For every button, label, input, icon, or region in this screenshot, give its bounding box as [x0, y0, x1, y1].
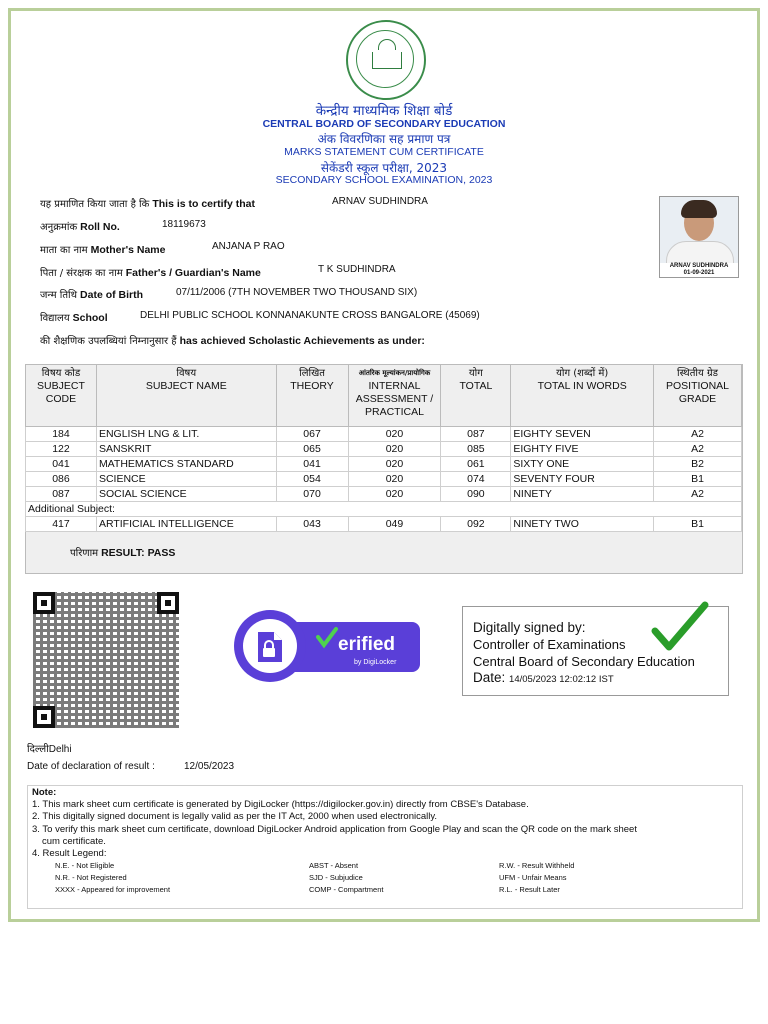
achievement-label: की शैक्षणिक उपलब्धियां निम्नानुसार हैं has achieved Scholastic Achievements as under: — [40, 335, 425, 347]
declaration-date-label: Date of declaration of result : — [27, 761, 155, 772]
table-row: 122 SANSKRIT 065 020 085 EIGHTY FIVE A2 — [26, 442, 742, 457]
legend-item: ABST - Absent — [309, 861, 359, 870]
school-label: विद्यालय School — [40, 312, 108, 324]
school-name: DELHI PUBLIC SCHOOL KONNANAKUNTE CROSS BANGALORE (45069) — [140, 310, 480, 321]
note-3: 3. To verify this mark sheet cum certificate, download DigiLocker Android application from Google Play and scan the QR code on the mark sheet — [32, 824, 637, 835]
col-internal-assessment: आंतरिक मूल्यांकन/प्रायोगिक INTERNAL ASSESSMENT / PRACTICAL — [348, 365, 441, 427]
signer-title: Controller of Examinations — [473, 637, 626, 652]
checkmark-icon — [651, 601, 709, 655]
dob-label: जन्म तिथि Date of Birth — [40, 289, 144, 301]
notes-box — [27, 785, 743, 909]
col-theory: लिखित THEORY — [276, 365, 348, 427]
student-photo — [659, 196, 739, 278]
legend-item: SJD - Subjudice — [309, 873, 363, 882]
table-row: 087 SOCIAL SCIENCE 070 020 090 NINETY A2 — [26, 487, 742, 502]
legend-item: R.W. - Result Withheld — [499, 861, 575, 870]
col-total: योग TOTAL — [441, 365, 511, 427]
note-4: 4. Result Legend: — [32, 848, 107, 859]
student-name: ARNAV SUDHINDRA — [332, 196, 428, 207]
table-row: 041 MATHEMATICS STANDARD 041 020 061 SIXTY ONE B2 — [26, 457, 742, 472]
mother-label: माता का नाम Mother's Name — [40, 244, 166, 256]
col-subject-name: विषय SUBJECT NAME — [96, 365, 276, 427]
table-row: 086 SCIENCE 054 020 074 SEVENTY FOUR B1 — [26, 472, 742, 487]
photo-caption: ARNAV SUDHINDRA 01-09-2021 — [660, 263, 738, 277]
additional-subject-label-row: Additional Subject: — [26, 502, 742, 517]
roll-number: 18119673 — [162, 219, 206, 230]
legend-item: N.E. - Not Eligible — [55, 861, 115, 870]
place: दिल्लीDelhi — [27, 744, 72, 755]
legend-item: XXXX - Appeared for improvement — [55, 885, 171, 894]
exam-title-hindi: सेकेंडरी स्कूल परीक्षा, 2023 — [320, 161, 448, 175]
digital-signature-box — [462, 606, 729, 696]
signature-date: Date: 14/05/2023 12:02:12 IST — [473, 670, 614, 685]
note-1: 1. This mark sheet cum certificate is generated by DigiLocker (https://digilocker.gov.in) directly from CBSE's Database. — [32, 799, 529, 810]
note-3-cont: cum certificate. — [42, 836, 106, 847]
roll-label: अनुक्रमांक Roll No. — [40, 221, 120, 233]
digilocker-verified-badge — [234, 610, 422, 682]
verified-subtext: by DigiLocker — [354, 659, 397, 666]
qr-code[interactable] — [33, 592, 179, 728]
legend-item: COMP - Compartment — [309, 885, 384, 894]
father-label: पिता / संरक्षक का नाम Father's / Guardian's Name — [40, 267, 261, 279]
legend-item: UFM - Unfair Means — [499, 873, 567, 882]
col-subject-code: विषय कोड SUBJECT CODE — [26, 365, 97, 427]
result: परिणाम RESULT: PASS — [70, 547, 176, 559]
marks-table — [25, 364, 742, 532]
legend-item: N.R. - Not Registered — [55, 873, 127, 882]
col-positional-grade: स्थितीय ग्रेड POSITIONAL GRADE — [654, 365, 742, 427]
exam-title: SECONDARY SCHOOL EXAMINATION, 2023 — [275, 174, 493, 186]
table-row: 184 ENGLISH LNG & LIT. 067 020 087 EIGHTY SEVEN A2 — [26, 427, 742, 442]
note-2: 2. This digitally signed document is legally valid as per the IT Act, 2000 when used electronically. — [32, 811, 438, 822]
date-of-birth: 07/11/2006 (7TH NOVEMBER TWO THOUSAND SIX) — [176, 287, 418, 298]
board-name: CENTRAL BOARD OF SECONDARY EDUCATION — [262, 118, 506, 130]
legend-item: R.L. - Result Later — [499, 885, 560, 894]
verified-text: erified — [338, 634, 396, 655]
certify-label: यह प्रमाणित किया जाता है कि This is to certify that — [40, 198, 256, 210]
father-name: T K SUDHINDRA — [318, 264, 396, 275]
signed-by-label: Digitally signed by: — [473, 620, 586, 635]
table-row-additional: 417 ARTIFICIAL INTELLIGENCE 043 049 092 NINETY TWO B1 — [26, 517, 742, 532]
notes-title: Note: — [32, 787, 57, 798]
certificate-title: MARKS STATEMENT CUM CERTIFICATE — [284, 146, 484, 158]
certificate-title-hindi: अंक विवरणिका सह प्रमाण पत्र — [317, 132, 451, 146]
cbse-emblem — [346, 20, 426, 100]
declaration-date: 12/05/2023 — [184, 761, 235, 772]
board-name-hindi: केन्द्रीय माध्यमिक शिक्षा बोर्ड — [315, 103, 453, 119]
signer-organization: Central Board of Secondary Education — [473, 654, 695, 669]
col-total-in-words: योग (शब्दों में) TOTAL IN WORDS — [511, 365, 654, 427]
mother-name: ANJANA P RAO — [212, 241, 285, 252]
